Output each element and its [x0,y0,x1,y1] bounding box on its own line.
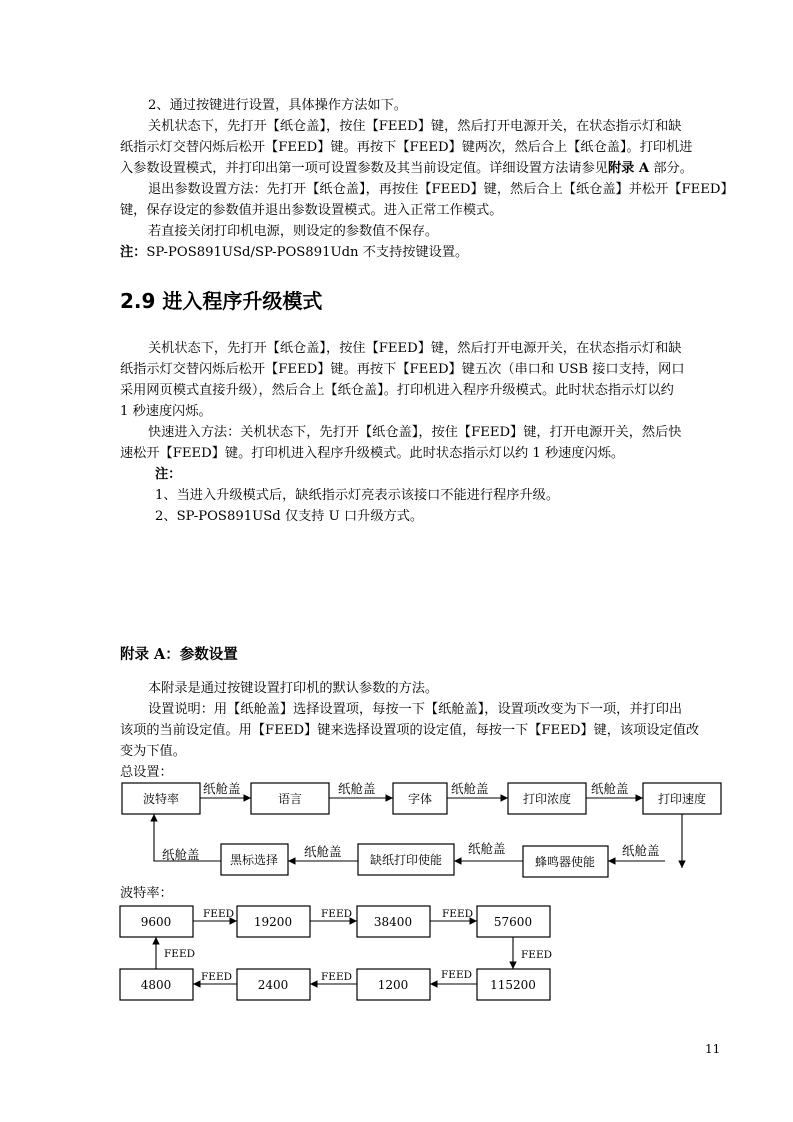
text-run: 关机状态下，先打开【纸仓盖】，按住【FEED】键，然后打开电源开关，在状态指示灯和缺 [148,119,682,134]
flow-box-label: 115200 [490,978,536,992]
text-run: 采用网页模式直接升级），然后合上【纸仓盖】。打印机进入程序升级模式。此时状态指示灯以约 [120,383,674,398]
text-run: 该项的当前设定值。用【FEED】键来选择设置项的设定值，每按一下【FEED】键，该项设定值改 [120,723,700,738]
flow-edge-label: FEED [321,971,353,983]
flow-edge-label: 纸舱盖 [338,781,376,796]
text-run: 波特率： [120,886,173,901]
flow-box-label: 4800 [140,978,172,992]
section-heading: 2.9 进入程序升级模式 [120,289,323,313]
general-settings-diagram [122,781,721,877]
flow-box-label: 缺纸打印使能 [369,853,443,867]
flow-edge-label: 纸舱盖 [203,781,241,796]
flow-box-label: 19200 [253,915,293,929]
text-run: 变为下值。 [120,744,186,759]
flow-edge-label: FEED [203,908,235,920]
flow-box-label: 打印速度 [657,792,707,806]
flow-edge-label: FEED [441,969,473,981]
text-run: 设置说明：用【纸舱盖】选择设置项，每按一下【纸舱盖】，设置项改变为下一项，并打印出 [148,702,683,717]
flow-box-label: 38400 [373,915,413,929]
text-run: 2、SP-POS891USd 仅支持 U 口升级方式。 [155,509,424,524]
flow-box-label: 57600 [493,915,533,929]
text-run: 快速进入方法：关机状态下，先打开【纸仓盖】，按住【FEED】键，打开电源开关，然后快 [148,425,682,440]
flow-edge-label: 纸舱盖 [468,841,506,856]
bold-text: 注： [120,245,147,260]
flow-edge-label: 纸舱盖 [591,781,629,796]
text-run: 入参数设置模式，并打印出第一项可设置参数及其当前设定值。详细设置方法请参见 [120,161,608,176]
flow-box-label: 打印浓度 [522,792,572,806]
flow-edge-label: 纸舱盖 [451,781,489,796]
text-run: 速松开【FEED】键。打印机进入程序升级模式。此时状态指示灯以约 1 秒速度闪烁。 [120,446,625,461]
baud-rate-diagram [120,906,552,1000]
bold-text: 附录 A [607,161,650,176]
text-run: 本附录是通过按键设置打印机的默认参数的方法。 [148,681,439,696]
flow-box-label: 语言 [277,792,303,806]
flow-edge-label: FEED [321,908,353,920]
text-run: 纸指示灯交替闪烁后松开【FEED】键。再按下【FEED】键两次，然后合上【纸仓盖】。打印机进 [120,140,693,155]
page-number: 11 [705,1042,721,1056]
flow-edge-label: 纸舱盖 [304,844,342,859]
bold-text: 注： [155,467,182,482]
text-run: 若直接关闭打印机电源，则设定的参数值不保存。 [148,224,439,239]
flow-edge-label: FEED [164,948,196,960]
flow-box-label: 1200 [377,978,409,992]
flow-edge-label: 纸舱盖 [162,847,200,862]
flow-box-label: 黑标选择 [229,853,279,867]
text-run: 退出参数设置方法：先打开【纸仓盖】，再按住【FEED】键，然后合上【纸仓盖】并松开【FEED】 [148,182,734,197]
flow-box-label: 字体 [407,792,433,806]
text-run: 关机状态下，先打开【纸仓盖】，按住【FEED】键，然后打开电源开关，在状态指示灯和缺 [148,341,682,356]
text-run: 键，保存设定的参数值并退出参数设置模式。进入正常工作模式。 [120,203,503,218]
flow-box-label: 蜂鸣器使能 [534,855,596,869]
text-run: 总设置： [120,765,173,780]
flow-box-label: 波特率 [142,792,180,806]
text-run: 2、通过按键进行设置，具体操作方法如下。 [148,98,407,113]
text-run: 部分。 [649,161,693,176]
flow-box-label: 9600 [140,915,172,929]
text-run: 1 秒速度闪烁。 [120,404,212,419]
flow-edge-label: FEED [201,971,233,983]
flow-edge-label: FEED [442,908,474,920]
text-run: SP-POS891USd/SP-POS891Udn 不支持按键设置。 [146,245,469,260]
text-run: 纸指示灯交替闪烁后松开【FEED】键。再按下【FEED】键五次（串口和 USB 接口支持，网口 [120,362,685,377]
flow-edge-label: FEED [521,949,553,961]
flow-edge-label: 纸舱盖 [622,843,660,858]
flow-box-label: 2400 [257,978,289,992]
appendix-heading: 附录 A：参数设置 [120,646,238,663]
text-run: 1、当进入升级模式后，缺纸指示灯亮表示该接口不能进行程序升级。 [155,488,560,503]
